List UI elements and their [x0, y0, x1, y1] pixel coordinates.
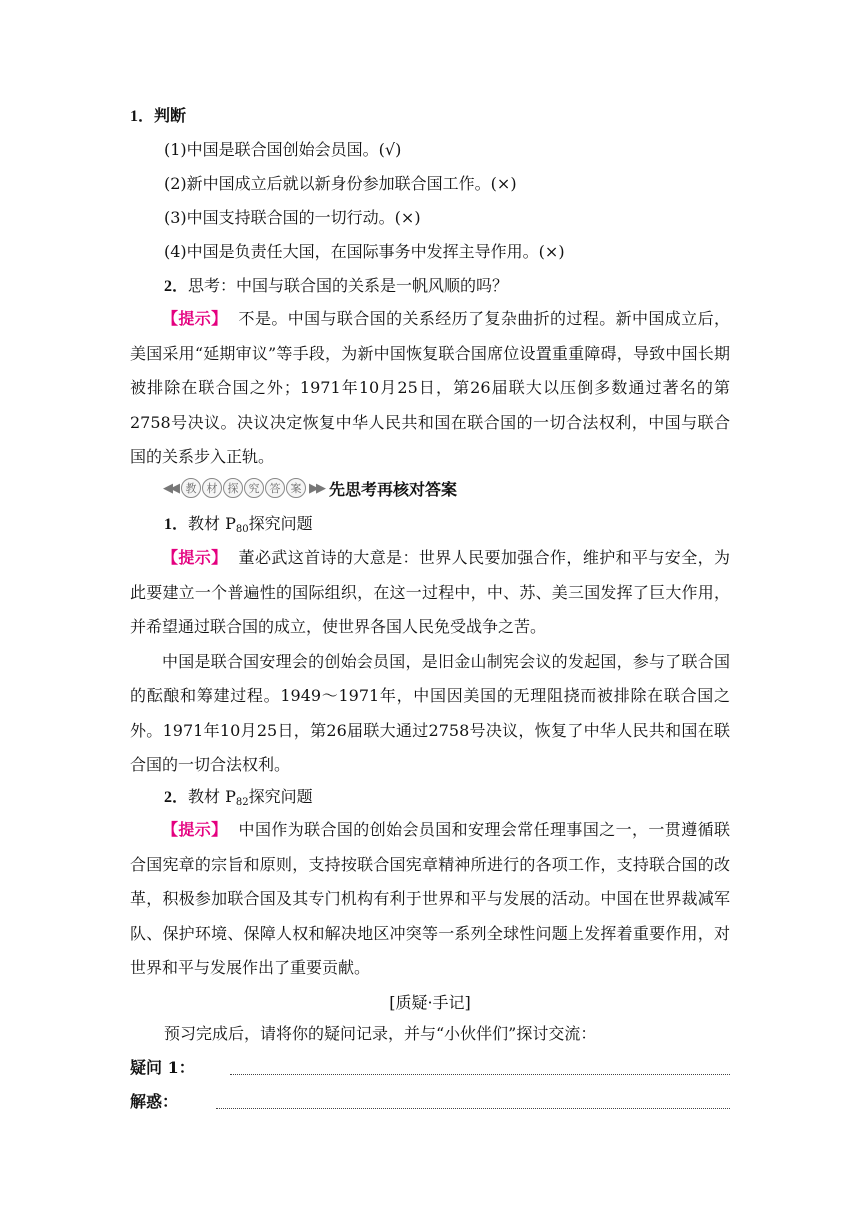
answer-label: 解惑：: [130, 1092, 179, 1111]
q2-number: 2．: [164, 278, 189, 295]
double-left-arrow-icon: ◀◀: [163, 480, 177, 496]
question-label: 疑问 1：: [130, 1058, 195, 1077]
badge-char-2: 材: [202, 478, 222, 498]
q1-heading: [130, 106, 186, 127]
ex2-heading: [164, 787, 313, 813]
badge-char-1: 教: [181, 478, 201, 498]
ex2-hint-text: 中国作为联合国的创始会员国和安理会常任理事国之一，一贯遵循联合国宪章的宗旨和原则，支持按联合国宪章精神所进行的各项工作，支持联合国的改革，积极参加联合国及其专门机构有利于世界和平与发展的活动。中国在世界裁减军队、保护环境、保障人权和解决地区冲突等一系列全球性问题上发挥着重要作用，对世界和平与发展作出了重要贡献。: [130, 820, 730, 977]
q1-item-2: (2)新中国成立后就以新身份参加联合国工作。(×): [164, 174, 517, 193]
q2-heading: [164, 276, 508, 297]
ex2-hint-paragraph: [130, 813, 730, 986]
ex2-title-post: 探究问题: [248, 787, 313, 806]
q1-item-4: (4)中国是负责任大国，在国际事务中发挥主导作用。(×): [164, 242, 565, 261]
ex2-number: 2．: [164, 789, 189, 806]
question-input-line[interactable]: [230, 1074, 730, 1075]
section-banner: [163, 477, 457, 499]
ex1-page-subscript: 80: [235, 524, 249, 535]
ex2-hint-label: 【提示】: [162, 820, 228, 839]
badge-char-3: 探: [223, 478, 243, 498]
q1-number: 1．: [130, 108, 155, 125]
ex1-paragraph-2: 中国是联合国安理会的创始会员国，是旧金山制宪会议的发起国，参与了联合国的酝酿和筹建过程。1949～1971年，中国因美国的无理阻挠而被排除在联合国之外。1971年10月25日，第26届联大通过2758号决议，恢复了中华人民共和国在联合国的一切合法权利。: [130, 651, 730, 774]
ex1-title-pre: 教材 P: [188, 514, 236, 533]
notes-title: [质疑·手记]: [389, 993, 471, 1012]
ex1-title-post: 探究问题: [248, 514, 313, 533]
q2-hint-label: 【提示】: [162, 309, 228, 328]
section-title: 先思考再核对答案: [329, 479, 458, 499]
q2-title: 思考：中国与联合国的关系是一帆风顺的吗？: [188, 276, 509, 295]
ex1-hint-text: 董必武这首诗的大意是：世界人民要加强合作，维护和平与安全，为此要建立一个普遍性的国际组织，在这一过程中，中、苏、美三国发挥了巨大作用，并希望通过联合国的成立，使世界各国人民免受战争之苦。: [130, 548, 730, 636]
ex2-title-pre: 教材 P: [188, 787, 236, 806]
ex1-number: 1．: [164, 516, 189, 533]
q1-title: 判断: [154, 106, 187, 125]
answer-input-line[interactable]: [216, 1108, 730, 1109]
q2-hint-text: 不是。中国与联合国的关系经历了复杂曲折的过程。新中国成立后，美国采用“延期审议”等手段，为新中国恢复联合国席位设置重重障碍，导致中国长期被排除在联合国之外；1971年10月25日，第26届联大以压倒多数通过著名的第2758号决议。决议决定恢复中华人民共和国在联合国的一切合法权利，中国与联合国的关系步入正轨。: [130, 309, 730, 466]
ex1-heading: [164, 514, 313, 540]
double-right-arrow-icon: ▶▶: [309, 480, 323, 496]
q1-item-1: (1)中国是联合国创始会员国。(√): [164, 140, 402, 159]
q2-hint-paragraph: [130, 302, 730, 475]
q1-item-3: (3)中国支持联合国的一切行动。(×): [164, 208, 421, 227]
ex1-hint-paragraph: [130, 541, 730, 783]
badge-char-4: 究: [244, 478, 264, 498]
ex2-page-subscript: 82: [235, 797, 249, 808]
notes-intro: 预习完成后，请将你的疑问记录，并与“小伙伴们”探讨交流：: [164, 1024, 597, 1043]
ex1-hint-label: 【提示】: [162, 548, 228, 567]
badge-char-6: 案: [286, 478, 306, 498]
badge-char-5: 答: [265, 478, 285, 498]
